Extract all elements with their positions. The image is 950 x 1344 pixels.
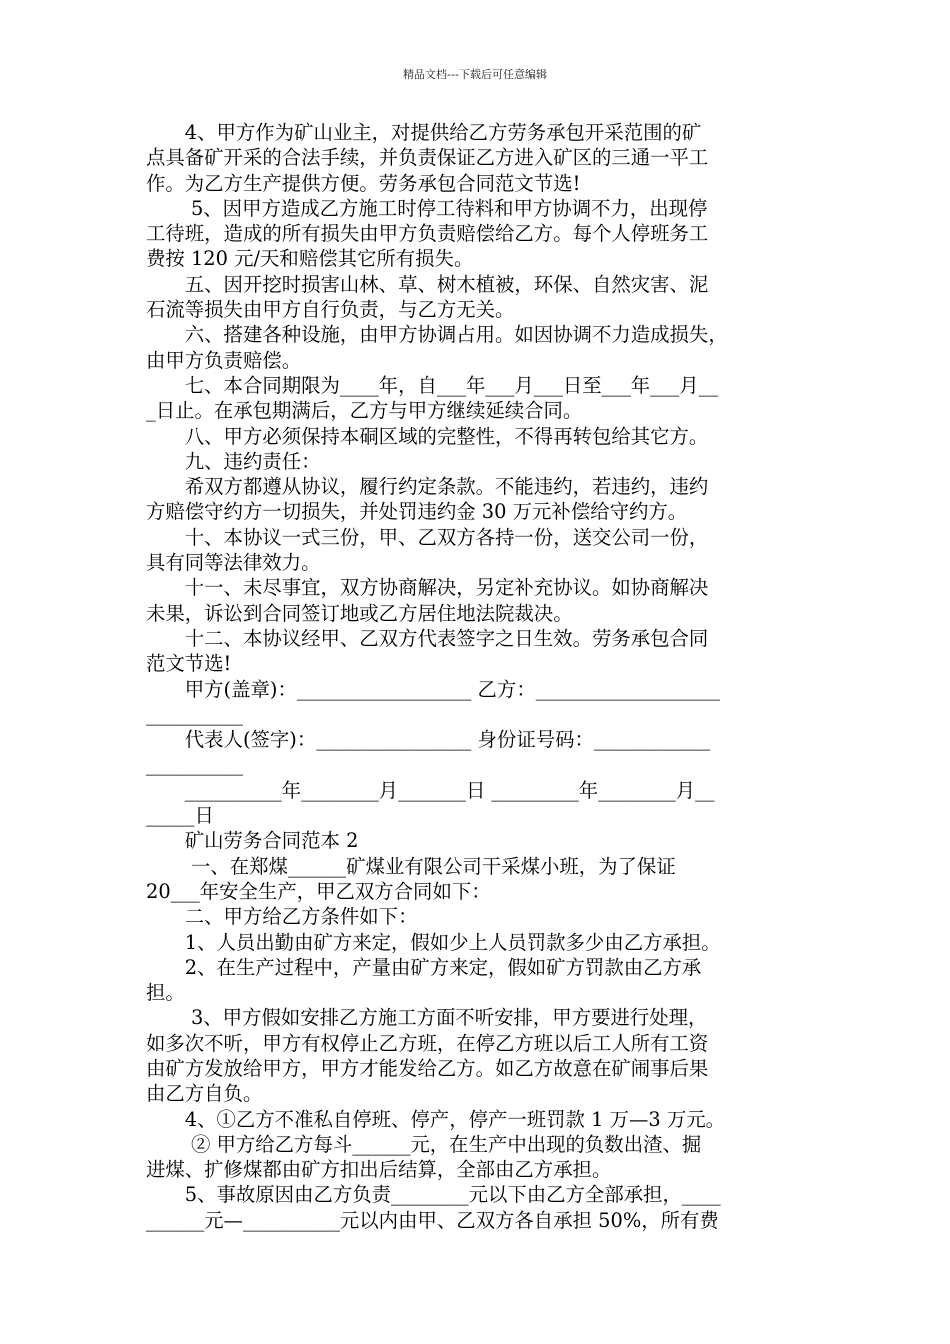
text-line: ______元—__________元以内由甲、乙双方各自承担 50%，所有费 [146, 1208, 719, 1232]
document-body [146, 120, 808, 1233]
text-line: 如多次不听，甲方有权停止乙方班，在停乙方班以后工人所有工资 [146, 1031, 709, 1055]
text-line: 作。为乙方生产提供方便。劳务承包合同范文节选! [146, 171, 581, 195]
section-title: 矿山劳务合同范本 2 [146, 829, 359, 853]
text-line: 工待班，造成的所有损失由甲方负责赔偿给乙方。每个人停班务工 [146, 222, 709, 246]
text-line: 方赔偿守约方一切损失，并处罚违约金 30 万元补偿给守约方。 [146, 500, 688, 524]
text-line: 20___年安全生产，甲乙双方合同如下： [146, 879, 491, 903]
text-line: 范文节选! [146, 652, 232, 676]
text-line: 五、因开挖时损害山林、草、树木植被，环保、自然灾害、泥 [146, 272, 709, 296]
text-line: 六、搭建各种设施，由甲方协调占用。如因协调不力造成损失， [146, 323, 728, 347]
signature-line: 甲方(盖章)：__________________ 乙方：___________________ [146, 677, 720, 701]
text-line: 3、甲方假如安排乙方施工方面不听安排，甲方要进行处理， [146, 1006, 708, 1030]
text-line: 七、本合同期限为____年，自___年___月___日至___年___月__ [146, 373, 719, 397]
text-line: 2、在生产过程中，产量由矿方来定，假如矿方罚款由乙方承 [146, 955, 702, 979]
text-line: 费按 120 元/天和赔偿其它所有损失。 [146, 247, 474, 271]
text-line: 十二、本协议经甲、乙双方代表签字之日生效。劳务承包合同 [146, 626, 709, 650]
text-line: 4、甲方作为矿山业主，对提供给乙方劳务承包开采范围的矿 [146, 121, 702, 144]
text-line: 九、违约责任： [146, 449, 321, 473]
date-line: __________年________月_______日 _________年________月__ [146, 778, 715, 802]
text-line: 二、甲方给乙方条件如下： [146, 905, 418, 929]
text-line: 十、本协议一式三份，甲、乙双方各持一份，送交公司一份， [146, 525, 709, 549]
signature-line: 代表人(签字)：________________ 身份证号码：____________ [146, 728, 711, 752]
text-line: 点具备矿开采的合法手续，并负责保证乙方进入矿区的三通一平工 [146, 146, 709, 170]
text-line: 由乙方自负。 [146, 1082, 263, 1106]
text-line: 未果，诉讼到合同签订地或乙方居住地法院裁决。 [146, 601, 573, 625]
text-line: 由甲方负责赔偿。 [146, 348, 302, 372]
signature-line: __________ [146, 753, 243, 777]
text-line: 5、事故原因由乙方负责________元以下由乙方全部承担，____ [146, 1183, 721, 1207]
text-line: 5、因甲方造成乙方施工时停工待料和甲方协调不力，出现停 [146, 196, 708, 220]
text-line: ② 甲方给乙方每斗______元，在生产中出现的负数出渣、掘 [146, 1132, 702, 1156]
text-line: 4、①乙方不准私自停班、停产，停产一班罚款 1 万—3 万元。 [146, 1107, 726, 1131]
text-line: 一、在郑煤______矿煤业有限公司干采煤小班，为了保证 [146, 854, 676, 878]
text-line: 八、甲方必须保持本硐区域的完整性，不得再转包给其它方。 [146, 424, 709, 448]
date-line: _____日 [146, 804, 214, 828]
text-line: 由矿方发放给甲方，甲方才能发给乙方。如乙方故意在矿闹事后果 [146, 1056, 709, 1080]
signature-line: __________ [146, 702, 243, 726]
text-line: 1、人员出勤由矿方来定，假如少上人员罚款多少由乙方承担。 [146, 930, 721, 954]
text-line: 进煤、扩修煤都由矿方扣出后结算，全部由乙方承担。 [146, 1158, 612, 1182]
text-line: 希双方都遵从协议，履行约定条款。不能违约，若违约，违约 [146, 475, 709, 499]
text-line: 十一、未尽事宜，双方协商解决，另定补充协议。如协商解决 [146, 576, 709, 600]
text-line: 具有同等法律效力。 [146, 551, 321, 575]
text-line: _日止。在承包期满后，乙方与甲方继续延续合同。 [146, 399, 583, 423]
text-line: 担。 [146, 981, 185, 1005]
page-header: 精品文档---下载后可任意编辑 [403, 68, 547, 81]
text-line: 石流等损失由甲方自行负责，与乙方无关。 [146, 298, 515, 322]
